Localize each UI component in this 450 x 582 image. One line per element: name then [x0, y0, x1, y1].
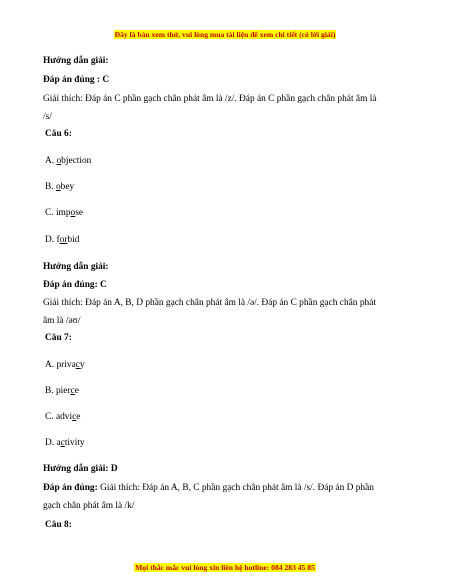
option-text: bid [67, 235, 80, 245]
correct-answer-label-3: Đáp án đúng: [43, 483, 98, 493]
underlined-letters: c [70, 386, 75, 396]
option-letter: C. [45, 412, 56, 422]
preview-notice-text: Đây là bản xem thử, vui lòng mua tài liệu để xem chi tiết (có lời giải) [114, 30, 336, 39]
q7-option-c [45, 411, 80, 423]
option-letter: B. [45, 182, 56, 192]
option-text: tivity [64, 438, 85, 448]
option-letter: D. [45, 235, 57, 245]
explanation-3-line2: gạch chân phát âm là /k/ [43, 501, 135, 511]
correct-answer-2: Đáp án đúng: C [43, 280, 107, 290]
solution-heading-2: Hướng dẫn giải: [43, 262, 109, 272]
solution-heading-1: Hướng dẫn giải: [43, 56, 109, 66]
option-letter: A. [45, 360, 57, 370]
correct-answer-1: Đáp án đúng : C [43, 75, 110, 85]
hotline-banner [0, 563, 450, 572]
explanation-1-line2: /s/ [43, 112, 52, 122]
question-7-title: Câu 7: [45, 333, 72, 343]
explanation-3-line1 [43, 482, 374, 494]
underlined-letters: c [60, 438, 65, 448]
q6-option-a [45, 155, 91, 167]
option-text: bey [60, 182, 75, 192]
option-text: se [75, 208, 84, 218]
explanation-2-line1: Giải thích: Đáp án A, B, D phần gạch chân phát âm là /ə/. Đáp án C phần gạch chân phát [43, 298, 376, 308]
explanation-2-line2: âm là /əʊ/ [43, 316, 81, 326]
q6-option-b [45, 181, 74, 193]
option-letter: B. [45, 386, 56, 396]
underlined-letters: o [70, 208, 76, 218]
option-letter: A. [45, 156, 57, 166]
option-text: y [79, 360, 85, 370]
explanation-1-line1: Giải thích: Đáp án C phần gạch chân phát âm là /z/. Đáp án C phần gạch chân phát âm là [43, 94, 377, 104]
option-letter: D. [45, 438, 57, 448]
underlined-letters: o [56, 156, 62, 166]
underlined-letters: c [75, 360, 80, 370]
question-6-title: Câu 6: [45, 129, 72, 139]
option-text: imp [55, 208, 71, 218]
option-text: advi [55, 412, 73, 422]
q7-option-b [45, 385, 79, 397]
option-text: priva [56, 360, 76, 370]
option-text: bjection [61, 156, 92, 166]
option-text: e [74, 386, 79, 396]
q6-option-d [45, 234, 79, 246]
underlined-letters: o [55, 182, 61, 192]
option-text: pier [55, 386, 71, 396]
option-letter: C. [45, 208, 56, 218]
q7-option-a [45, 359, 85, 371]
q7-option-d [45, 437, 85, 449]
hotline-text: Mọi thắc mắc vui lòng xin liên hệ hotline: 084 283 45 85 [135, 563, 315, 572]
question-8-title: Câu 8: [45, 520, 72, 530]
solution-heading-3: Hướng dẫn giải: D [43, 464, 118, 474]
option-text: f [56, 235, 60, 245]
q6-option-c [45, 207, 83, 219]
explanation-3-text: Giải thích: Đáp án A, B, C phần gạch chân phát âm là /s/. Đáp án D phần [97, 483, 374, 493]
underlined-letters: c [72, 412, 77, 422]
underlined-letters: or [59, 235, 68, 245]
option-text: e [76, 412, 81, 422]
option-text: a [56, 438, 61, 448]
preview-notice-banner [0, 30, 450, 39]
